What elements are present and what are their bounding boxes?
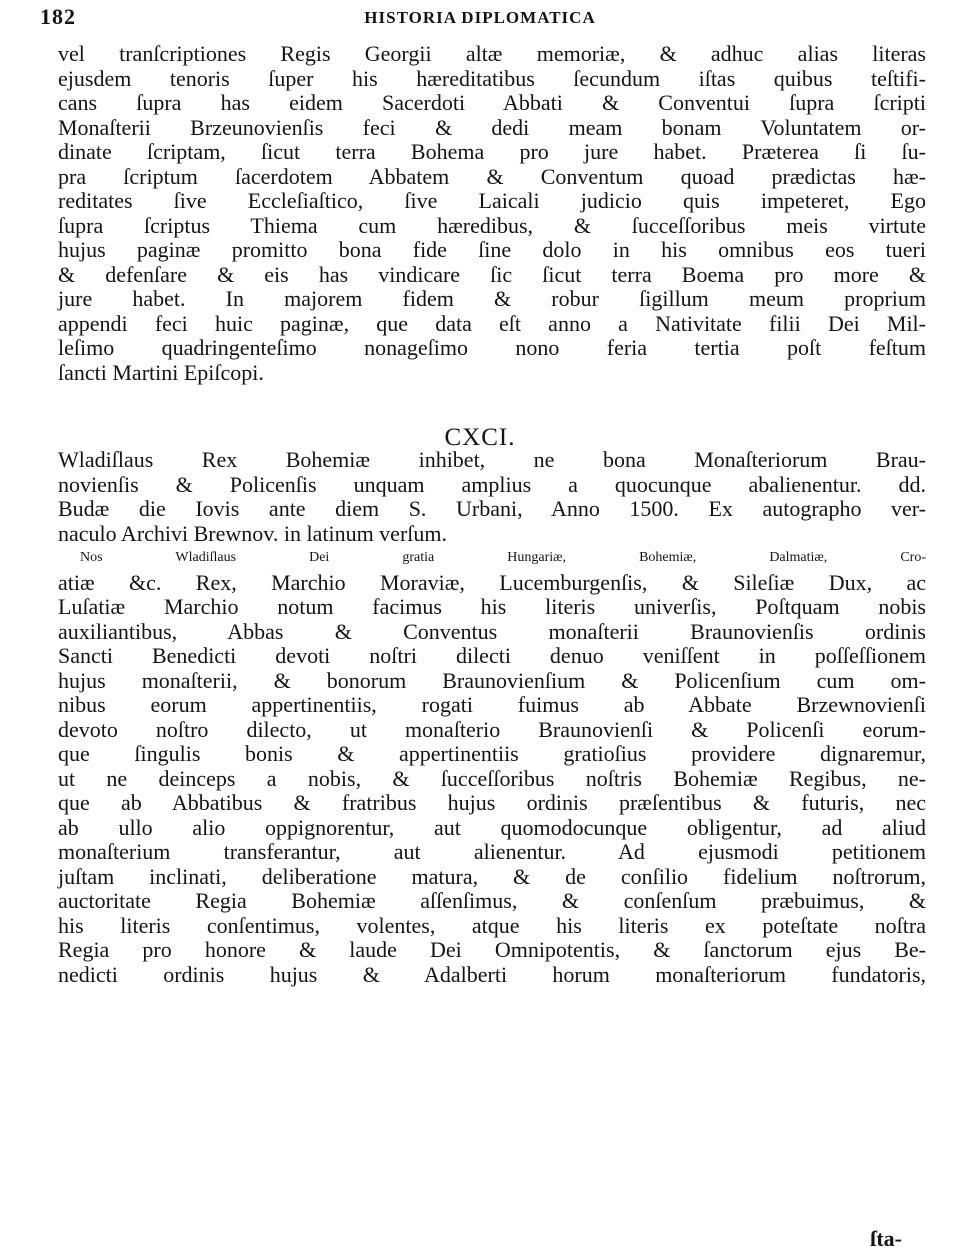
text-line: ſupra ſcriptus Thiema cum hæredibus, & ſucceſſoribus meis virtute xyxy=(58,212,926,238)
text-line: Nos Wladiſlaus Dei gratia Hungariæ, Bohemiæ, Dalmatiæ, Cro- xyxy=(80,550,926,565)
text-line: pra ſcriptum ſacerdotem Abbatem & Conventum quoad prædictas hæ- xyxy=(58,163,926,189)
summary-line: naculo Archivi Brewnov. in latinum verſum. xyxy=(58,520,447,546)
running-header xyxy=(40,4,920,34)
summary-line: novienſis & Policenſis unquam amplius a quocunque abalienentur. dd. xyxy=(58,471,926,497)
text-line: monaſterium transferantur, aut alienentur. Ad ejusmodi petitionem xyxy=(58,839,926,864)
text-line: nedicti ordinis hujus & Adalberti horum monaſteriorum fundatoris, xyxy=(58,961,926,987)
text-line: ejusdem tenoris ſuper his hæreditatibus ſecundum iſtas quibus teſtifi- xyxy=(58,65,926,91)
text-line: appendi feci huic paginæ, que data eſt anno a Nativitate filii Dei Mil- xyxy=(58,310,926,336)
text-line: devoto noſtro dilecto, ut monaſterio Braunovienſi & Policenſi eorum- xyxy=(58,716,926,742)
text-line: cans ſupra has eidem Sacerdoti Abbati & Conventui ſupra ſcripti xyxy=(58,90,926,115)
text-line: ut ne deinceps a nobis, & ſucceſſoribus noſtris Bohemiæ Regibus, ne- xyxy=(58,765,926,791)
text-line: Regia pro honore & laude Dei Omnipotentis, & ſanctorum ejus Be- xyxy=(58,937,926,962)
summary-line: Wladiſlaus Rex Bohemiæ inhibet, ne bona Monaſteriorum Brau- xyxy=(58,447,926,472)
text-line: que ſingulis bonis & appertinentiis gratioſius providere dignaremur, xyxy=(58,741,926,766)
text-line: que ab Abbatibus & fratribus hujus ordinis præſentibus & futuris, nec xyxy=(58,790,926,815)
text-block-document xyxy=(58,448,926,987)
text-line: hujus paginæ promitto bona fide ſine dolo in his omnibus eos tueri xyxy=(58,237,926,262)
text-line: hujus monaſterii, & bonorum Braunovienſium & Policenſium cum om- xyxy=(58,667,926,693)
text-line: reditates ſive Eccleſiaſtico, ſive Laicali judicio quis impeteret, Ego xyxy=(58,188,926,213)
text-line: auctoritate Regia Bohemiæ aſſenſimus, & conſenſum præbuimus, & xyxy=(58,888,926,913)
text-line: atiæ &c. Rex, Marchio Moraviæ, Lucemburgenſis, & Sileſiæ Dux, ac xyxy=(58,569,926,595)
catchword: ſta- xyxy=(870,1226,902,1251)
text-line: Sancti Benedicti devoti noſtri dilecti denuo veniſſent in poſſeſſionem xyxy=(58,643,926,668)
text-line: juſtam inclinati, deliberatione matura, & de conſilio fidelium noſtrorum, xyxy=(58,863,926,889)
text-line: Luſatiæ Marchio notum facimus his literis univerſis, Poſtquam nobis xyxy=(58,594,926,619)
text-line: & defenſare & eis has vindicare ſic ſicut terra Boema pro more & xyxy=(58,261,926,287)
text-line: ſancti Martini Epiſcopi. xyxy=(58,359,264,385)
text-line: his literis conſentimus, volentes, atque his literis ex poteſtate noſtra xyxy=(58,912,926,938)
text-line: jure habet. In majorem fidem & robur ſigillum meum proprium xyxy=(58,286,926,311)
summary-line: Budæ die Iovis ante diem S. Urbani, Anno 1500. Ex autographo ver- xyxy=(58,496,926,521)
running-title: HISTORIA DIPLOMATICA xyxy=(364,8,596,27)
text-line: Monaſterii Brzeunovienſis feci & dedi meam bonam Voluntatem or- xyxy=(58,114,926,140)
document-number-heading: CXCI. xyxy=(444,424,516,451)
text-line: vel tranſcriptiones Regis Georgii altæ memoriæ, & adhuc alias literas xyxy=(58,41,926,66)
text-line: leſimo quadringenteſimo nonageſimo nono feria tertia poſt feſtum xyxy=(58,335,926,360)
text-block-continuation xyxy=(58,42,926,385)
page-number: 182 xyxy=(40,4,76,29)
text-line: dinate ſcriptam, ſicut terra Bohema pro jure habet. Præterea ſi ſu- xyxy=(58,139,926,164)
text-line: auxiliantibus, Abbas & Conventus monaſterii Braunovienſis ordinis xyxy=(58,618,926,644)
text-line: ab ullo alio oppignorentur, aut quomodocunque obligentur, ad aliud xyxy=(58,814,926,840)
text-line: nibus eorum appertinentiis, rogati fuimus ab Abbate Brzewnovienſi xyxy=(58,692,926,717)
